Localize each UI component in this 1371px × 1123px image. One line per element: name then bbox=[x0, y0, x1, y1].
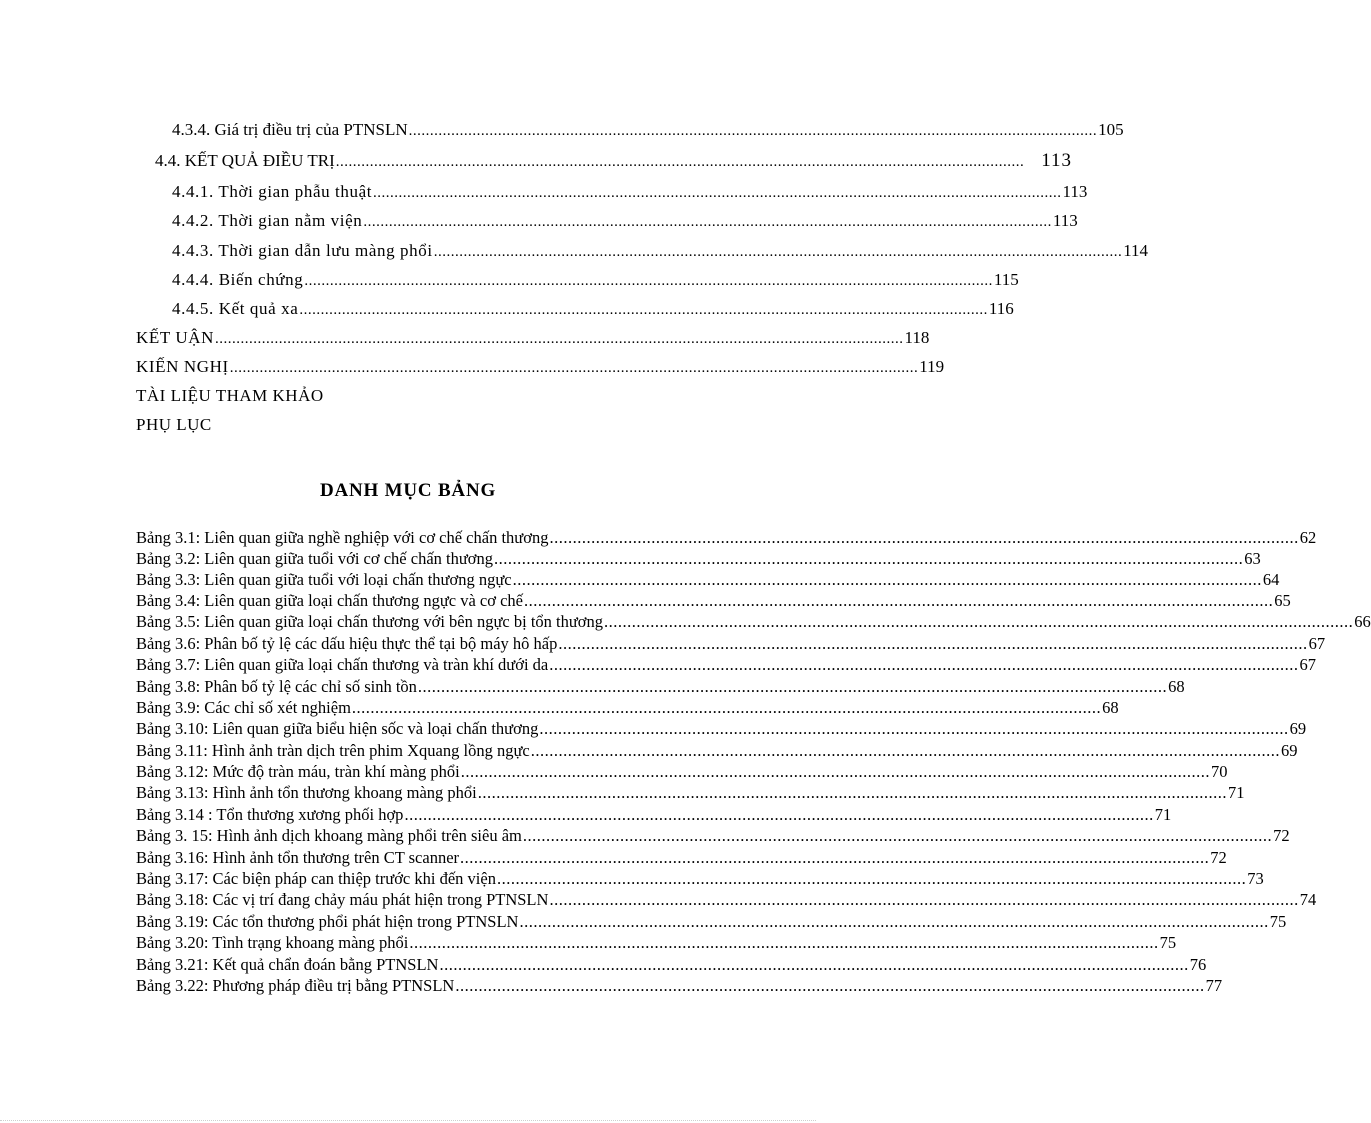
table-list-item[interactable] bbox=[136, 591, 1291, 611]
leader-dots: .................................................................................................................................................................. bbox=[363, 214, 1052, 230]
table-list-item[interactable] bbox=[136, 570, 1280, 590]
table-caption: Bảng 3.1: Liên quan giữa nghề nghiệp với cơ chế chấn thương bbox=[136, 528, 549, 547]
table-list-item[interactable] bbox=[136, 677, 1185, 697]
toc-entry-label: 4.4.1. Thời gian phẫu thuật bbox=[172, 182, 373, 201]
leader-dots: .................................................................................................................................................................. bbox=[494, 549, 1244, 568]
table-caption: Bảng 3.11: Hình ảnh tràn dịch trên phim Xquang lồng ngực bbox=[136, 741, 530, 760]
leader-dots: .................................................................................................................................................................. bbox=[299, 302, 988, 318]
toc-entry-page: 118 bbox=[904, 328, 930, 347]
toc-entry-label: 4.4.3. Thời gian dẫn lưu màng phổi bbox=[172, 241, 433, 260]
table-list-item[interactable] bbox=[136, 762, 1228, 782]
table-caption: Bảng 3.14 : Tổn thương xương phối hợp bbox=[136, 805, 404, 824]
table-caption: Bảng 3.19: Các tổn thương phổi phát hiện trong PTNSLN bbox=[136, 912, 519, 931]
table-page: 68 bbox=[1168, 677, 1185, 696]
toc-entry-label: KẾT UẬN bbox=[136, 328, 215, 347]
leader-dots: .................................................................................................................................................................. bbox=[408, 123, 1098, 139]
leader-dots: .................................................................................................................................................................. bbox=[439, 955, 1189, 974]
toc-entry-4-4-5[interactable] bbox=[172, 299, 1014, 323]
leader-dots: .................................................................................................................................................................. bbox=[558, 634, 1308, 653]
leader-dots: .................................................................................................................................................................. bbox=[433, 244, 1123, 260]
toc-entry-page: 113 bbox=[1041, 150, 1073, 171]
leader-dots: .................................................................................................................................................................. bbox=[522, 826, 1273, 845]
toc-entry-4-4-1[interactable] bbox=[172, 182, 1088, 206]
toc-entry-page: 116 bbox=[988, 299, 1014, 318]
table-page: 67 bbox=[1299, 655, 1316, 674]
table-caption: Bảng 3.22: Phương pháp điều trị bằng PTNSLN bbox=[136, 976, 455, 995]
table-caption: Bảng 3.5: Liên quan giữa loại chấn thương với bên ngực bị tổn thương bbox=[136, 612, 604, 631]
table-list-item[interactable] bbox=[136, 955, 1207, 975]
leader-dots: .................................................................................................................................................................. bbox=[373, 185, 1062, 201]
leader-dots: .................................................................................................................................................................. bbox=[549, 655, 1299, 674]
toc-entry-kien-nghi[interactable] bbox=[136, 357, 945, 381]
table-page: 70 bbox=[1211, 762, 1228, 781]
leader-dots: .................................................................................................................................................................. bbox=[409, 933, 1159, 952]
leader-dots: .................................................................................................................................................................. bbox=[477, 783, 1228, 802]
leader-dots: .................................................................................................................................................................. bbox=[530, 741, 1280, 760]
table-list-item[interactable] bbox=[136, 528, 1317, 548]
table-caption: Bảng 3.2: Liên quan giữa tuổi với cơ chế chấn thương bbox=[136, 549, 494, 568]
table-page: 72 bbox=[1210, 848, 1227, 867]
page-bottom-rule bbox=[0, 1120, 816, 1121]
leader-dots: .................................................................................................................................................................. bbox=[524, 591, 1274, 610]
leader-dots: .................................................................................................................................................................. bbox=[460, 762, 1211, 781]
table-caption: Bảng 3.3: Liên quan giữa tuổi với loại chấn thương ngực bbox=[136, 570, 512, 589]
leader-dots: .................................................................................................................................................................. bbox=[455, 976, 1205, 995]
table-caption: Bảng 3.16: Hình ảnh tổn thương trên CT scanner bbox=[136, 848, 460, 867]
table-list-item[interactable] bbox=[136, 933, 1177, 953]
table-caption: Bảng 3.13: Hình ảnh tổn thương khoang màng phổi bbox=[136, 783, 477, 802]
table-list-item[interactable] bbox=[136, 805, 1172, 825]
table-caption: Bảng 3.9: Các chỉ số xét nghiệm bbox=[136, 698, 351, 717]
table-list-item[interactable] bbox=[136, 848, 1227, 868]
toc-entry-ket-luan[interactable] bbox=[136, 328, 930, 352]
table-page: 73 bbox=[1247, 869, 1264, 888]
toc-entry-label: 4.4.5. Kết quả xa bbox=[172, 299, 299, 318]
leader-dots: .................................................................................................................................................................. bbox=[549, 528, 1299, 547]
toc-entry-page: 113 bbox=[1052, 211, 1078, 230]
table-page: 67 bbox=[1308, 634, 1326, 653]
table-list-item[interactable] bbox=[136, 719, 1307, 739]
table-list-item[interactable] bbox=[136, 741, 1298, 761]
table-page: 68 bbox=[1102, 698, 1119, 717]
toc-entry-tai-lieu-tham-khao[interactable]: TÀI LIỆU THAM KHẢO bbox=[136, 386, 324, 405]
leader-dots: .................................................................................................................................................................. bbox=[215, 331, 904, 347]
leader-dots: .................................................................................................................................................................. bbox=[404, 805, 1154, 824]
table-list-item[interactable] bbox=[136, 549, 1261, 569]
leader-dots: .................................................................................................................................................................. bbox=[496, 869, 1247, 888]
toc-entry-page: 119 bbox=[919, 357, 945, 376]
table-page: 74 bbox=[1299, 890, 1317, 909]
leader-dots: .................................................................................................................................................................. bbox=[229, 360, 919, 376]
toc-entry-page: 115 bbox=[993, 270, 1019, 289]
table-page: 75 bbox=[1159, 933, 1177, 952]
table-caption: Bảng 3.17: Các biện pháp can thiệp trước khi đến viện bbox=[136, 869, 496, 888]
table-list-item[interactable] bbox=[136, 634, 1326, 654]
leader-dots: .................................................................................................................................................................. bbox=[351, 698, 1102, 717]
table-list-item[interactable] bbox=[136, 783, 1245, 803]
toc-entry-label: 4.4.2. Thời gian nằm viện bbox=[172, 211, 363, 230]
toc-entry-page: 113 bbox=[1062, 182, 1088, 201]
toc-entry-label: 4.4.4. Biến chứng bbox=[172, 270, 304, 289]
table-page: 75 bbox=[1269, 912, 1287, 931]
table-list-item[interactable] bbox=[136, 912, 1287, 932]
toc-entry-4-4-4[interactable] bbox=[172, 270, 1019, 294]
table-list-item[interactable] bbox=[136, 976, 1223, 996]
table-page: 62 bbox=[1299, 528, 1317, 547]
leader-dots: .................................................................................................................................................................. bbox=[460, 848, 1210, 867]
table-caption: Bảng 3.12: Mức độ tràn máu, tràn khí màng phổi bbox=[136, 762, 460, 781]
table-caption: Bảng 3.18: Các vị trí đang chảy máu phát hiện trong PTNSLN bbox=[136, 890, 549, 909]
leader-dots: .................................................................................................................................................................. bbox=[335, 154, 1025, 170]
table-page: 71 bbox=[1228, 783, 1245, 802]
table-caption: Bảng 3.7: Liên quan giữa loại chấn thương và tràn khí dưới da bbox=[136, 655, 549, 674]
table-list-item[interactable] bbox=[136, 869, 1264, 889]
toc-entry-4-4[interactable] bbox=[155, 150, 1073, 174]
table-caption: Bảng 3.10: Liên quan giữa biểu hiện sốc và loại chấn thương bbox=[136, 719, 539, 738]
leader-dots: .................................................................................................................................................................. bbox=[519, 912, 1269, 931]
toc-entry-label: 4.4. KẾT QUẢ ĐIỀU TRỊ bbox=[155, 151, 335, 170]
toc-entry-page: 105 bbox=[1098, 120, 1124, 139]
leader-dots: .................................................................................................................................................................. bbox=[417, 677, 1168, 696]
toc-entry-4-3-4[interactable] bbox=[172, 120, 1124, 144]
table-caption: Bảng 3.20: Tình trạng khoang màng phổi bbox=[136, 933, 409, 952]
section-title: DANH MỤC BẢNG bbox=[319, 480, 497, 501]
table-page: 72 bbox=[1273, 826, 1290, 845]
leader-dots: .................................................................................................................................................................. bbox=[539, 719, 1289, 738]
table-caption: Bảng 3.6: Phân bố tỷ lệ các dấu hiệu thực thể tại bộ máy hô hấp bbox=[136, 634, 558, 653]
table-page: 71 bbox=[1154, 805, 1172, 824]
toc-entry-4-4-3[interactable] bbox=[172, 241, 1149, 265]
table-list-item[interactable] bbox=[136, 890, 1317, 910]
table-page: 64 bbox=[1262, 570, 1280, 589]
table-caption: Bảng 3. 15: Hình ảnh dịch khoang màng phổi trên siêu âm bbox=[136, 826, 522, 845]
table-caption: Bảng 3.8: Phân bố tỷ lệ các chỉ số sinh tồn bbox=[136, 677, 417, 696]
toc-entry-phu-luc[interactable]: PHỤ LỤC bbox=[136, 415, 212, 434]
toc-entry-page: 114 bbox=[1123, 241, 1149, 260]
table-page: 65 bbox=[1274, 591, 1291, 610]
toc-entry-4-4-2[interactable] bbox=[172, 211, 1078, 235]
leader-dots: .................................................................................................................................................................. bbox=[604, 612, 1354, 631]
table-caption: Bảng 3.4: Liên quan giữa loại chấn thương ngực và cơ chế bbox=[136, 591, 524, 610]
leader-dots: .................................................................................................................................................................. bbox=[549, 890, 1299, 909]
toc-entry-label: KIẾN NGHỊ bbox=[136, 357, 229, 376]
leader-dots: .................................................................................................................................................................. bbox=[512, 570, 1262, 589]
table-page: 69 bbox=[1289, 719, 1307, 738]
table-list-item[interactable] bbox=[136, 698, 1119, 718]
table-page: 63 bbox=[1244, 549, 1261, 568]
toc-entry-label: 4.3.4. Giá trị điều trị của PTNSLN bbox=[172, 120, 408, 139]
table-caption: Bảng 3.21: Kết quả chẩn đoán bằng PTNSLN bbox=[136, 955, 439, 974]
leader-dots: .................................................................................................................................................................. bbox=[304, 273, 993, 289]
table-list-item[interactable] bbox=[136, 826, 1290, 846]
table-page: 76 bbox=[1189, 955, 1207, 974]
table-list-item[interactable] bbox=[136, 655, 1316, 675]
table-list-item[interactable] bbox=[136, 612, 1371, 632]
table-page: 69 bbox=[1280, 741, 1298, 760]
table-page: 66 bbox=[1354, 612, 1371, 631]
table-page: 77 bbox=[1205, 976, 1223, 995]
